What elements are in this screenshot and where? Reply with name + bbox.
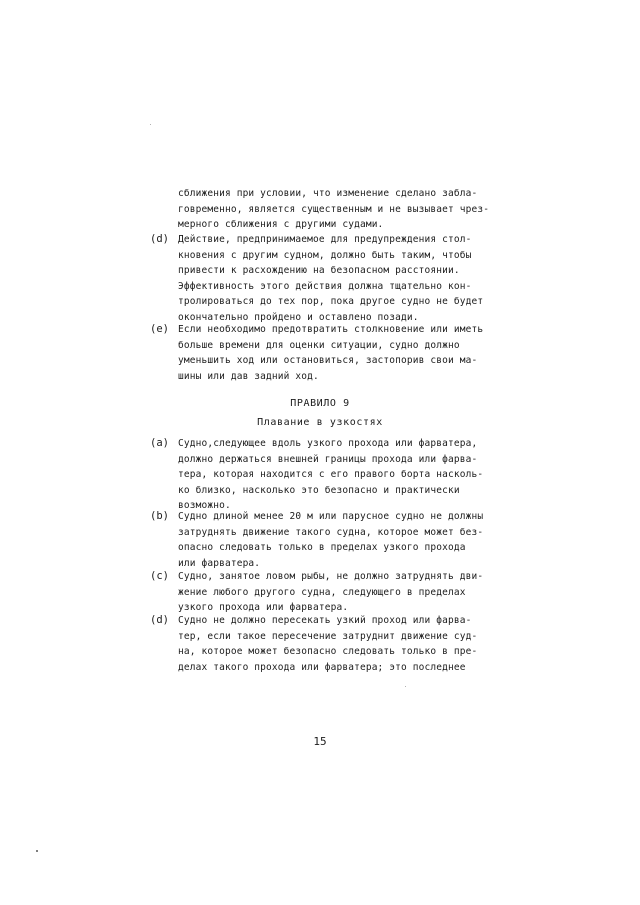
page-number: 15	[313, 735, 327, 748]
text-line: шины или дав задний ход.	[178, 370, 319, 382]
text-line: Судно не должно пересекать узкий проход или фарва-	[178, 615, 472, 626]
text-line: или фарватера.	[178, 557, 261, 569]
text-line: сближения при условии, что изменение сделано забла-	[178, 188, 478, 199]
scan-speck	[150, 124, 151, 125]
rule-subtitle: Плавание в узкостях	[257, 417, 383, 428]
item-marker: (d)	[150, 233, 169, 245]
text-line: Если необходимо предотвратить столкновение или иметь	[178, 324, 484, 335]
text-line: мерного сближения с другими судами.	[178, 219, 384, 230]
text-line: возможно.	[178, 500, 231, 511]
text-line: на, которое может безопасно следовать только в пре-	[178, 646, 478, 657]
scan-speck	[405, 686, 406, 687]
text-line: ко близко, насколько это безопасно и практически	[178, 484, 460, 496]
text-line: тер, если такое пересечение затруднит движение суд-	[178, 630, 478, 642]
text-line: узкого прохода или фарватера.	[178, 602, 349, 613]
item-marker: (c)	[150, 570, 169, 582]
text-line: окончательно пройдено и оставлено позади.	[178, 311, 419, 323]
rule-title: ПРАВИЛО 9	[290, 398, 350, 409]
text-line: Действие, предпринимаемое для предупреждения стол-	[178, 234, 472, 245]
text-line: говременно, является существенным и не вызывает чрез-	[178, 203, 490, 215]
text-line: тера, которая находится с его правого борта насколь-	[178, 469, 484, 480]
text-line: тролироваться до тех пор, пока другое судно не будет	[178, 296, 484, 307]
text-line: Судно длиной менее 20 м или парусное судно не должны	[178, 511, 484, 522]
text-line: привести к расхождению на безопасном расстоянии.	[178, 265, 460, 276]
text-line: кновения с другим судном, должно быть таким, чтобы	[178, 249, 472, 261]
item-marker: (e)	[150, 323, 169, 335]
item-marker: (d)	[150, 614, 169, 626]
text-line: должно держаться внешней границы прохода или фарва-	[178, 453, 478, 465]
text-line: опасно следовать только в пределах узкого прохода	[178, 542, 466, 553]
text-line: уменьшить ход или остановиться, застопорив свои ма-	[178, 355, 478, 366]
text-line: Судно, занятое ловом рыбы, не должно затруднять дви-	[178, 571, 484, 582]
text-line: Эффективность этого действия должна тщательно кон-	[178, 280, 472, 292]
scan-speck	[36, 850, 38, 852]
text-line: затруднять движение такого судна, которое может без-	[178, 526, 484, 538]
item-marker: (b)	[150, 510, 169, 522]
item-marker: (a)	[150, 437, 169, 449]
text-line: делах такого прохода или фарватера; это последнее	[178, 661, 466, 673]
text-line: жение любого другого судна, следующего в пределах	[178, 586, 466, 598]
text-line: Судно,следующее вдоль узкого прохода или фарватера,	[178, 438, 478, 449]
text-line: больше времени для оценки ситуации, судно должно	[178, 339, 460, 351]
